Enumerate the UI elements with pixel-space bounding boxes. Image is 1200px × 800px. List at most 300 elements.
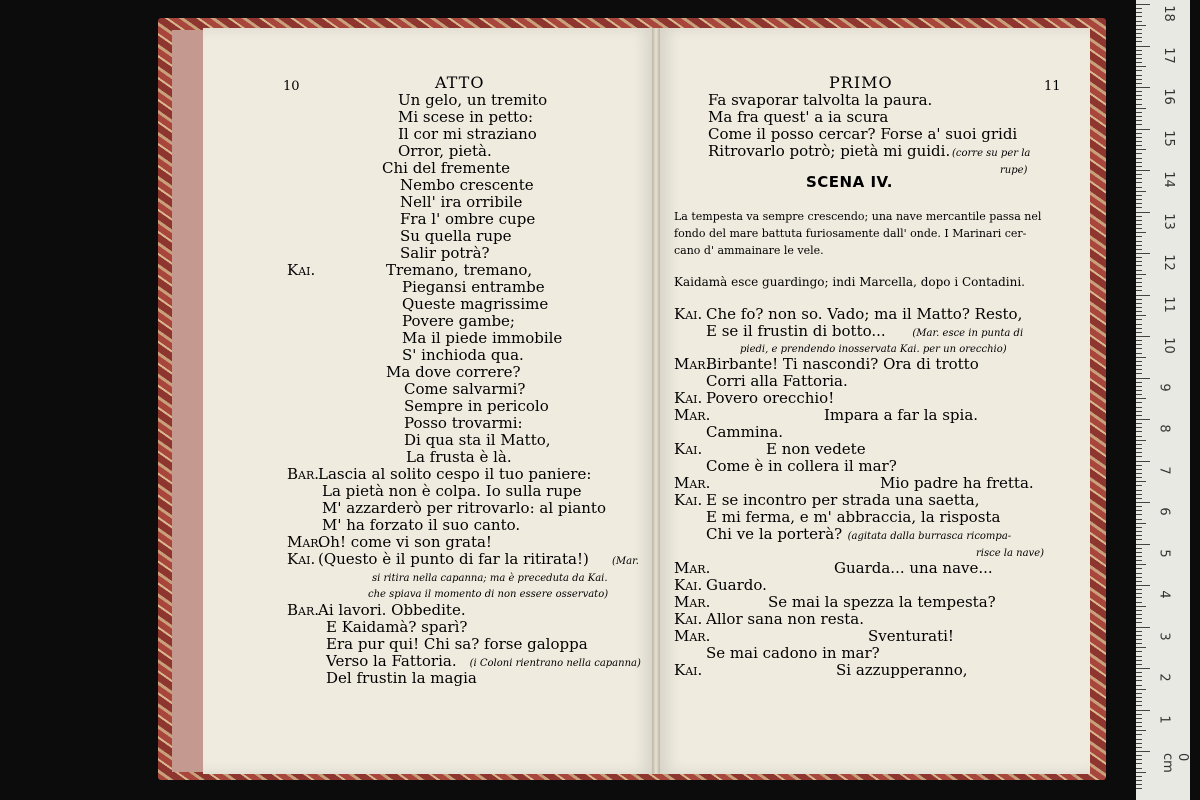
- speaker-label: Mar.: [287, 533, 324, 551]
- ruler-tick: [1136, 452, 1142, 453]
- ruler-label: 4: [1156, 590, 1172, 599]
- ruler-tick: [1136, 531, 1142, 532]
- ruler-tick: [1136, 618, 1142, 619]
- ruler-tick: [1136, 236, 1142, 237]
- ruler-tick: [1136, 311, 1142, 312]
- ruler-tick: [1136, 324, 1142, 325]
- ruler-tick: [1136, 622, 1142, 623]
- ruler-tick: [1136, 195, 1142, 196]
- ruler-label: 2: [1156, 673, 1172, 682]
- ruler-tick: [1136, 224, 1142, 225]
- ruler-tick: [1136, 182, 1142, 183]
- ruler-tick: [1136, 361, 1142, 362]
- ruler-tick: [1136, 124, 1142, 125]
- ruler-tick: [1136, 290, 1142, 291]
- verse-line: E mi ferma, e m' abbraccia, la risposta: [706, 508, 1001, 526]
- ruler-tick: [1136, 83, 1142, 84]
- page-number: 11: [1044, 79, 1061, 94]
- ruler-tick: [1136, 245, 1142, 246]
- ruler-tick: [1136, 577, 1142, 578]
- ruler-tick: [1136, 763, 1142, 764]
- ruler-tick: [1136, 141, 1142, 142]
- ruler-tick: [1136, 402, 1142, 403]
- ruler-tick: [1136, 556, 1142, 557]
- verse-line: Ai lavori. Obbedite.: [318, 601, 466, 619]
- ruler-tick: [1136, 676, 1142, 677]
- ruler-tick: [1136, 112, 1142, 113]
- verse-line: M' azzarderò per ritrovarlo: al pianto: [322, 499, 606, 517]
- ruler-tick: [1136, 411, 1142, 412]
- verse-line: E Kaidamà? sparì?: [326, 618, 468, 636]
- ruler-tick: [1136, 602, 1142, 603]
- ruler-tick: [1136, 253, 1150, 254]
- speaker-label: Kai.: [287, 550, 316, 568]
- ruler-tick: [1136, 664, 1142, 665]
- ruler-tick: [1136, 701, 1142, 702]
- ruler-tick: [1136, 4, 1150, 5]
- ruler-tick: [1136, 348, 1142, 349]
- ruler-label: 1: [1156, 714, 1172, 724]
- ruler-tick: [1136, 91, 1142, 92]
- verse-line: Chi del fremente: [382, 159, 511, 177]
- ruler-tick: [1136, 581, 1142, 582]
- ruler-tick: [1136, 768, 1142, 769]
- ruler-tick: [1136, 705, 1142, 706]
- ruler-label: 9: [1156, 382, 1172, 392]
- ruler-tick: [1136, 207, 1142, 208]
- verse-line: Come il posso cercar? Forse a' suoi gridi: [708, 125, 1018, 143]
- page-number: 10: [283, 79, 300, 94]
- verse-line: Sventurati!: [868, 627, 954, 645]
- ruler-tick: [1136, 153, 1142, 154]
- ruler-tick: [1136, 328, 1142, 329]
- ruler-tick: [1136, 228, 1142, 229]
- ruler-tick: [1136, 87, 1150, 88]
- ruler-tick: [1136, 129, 1150, 130]
- ruler-tick: [1136, 149, 1146, 150]
- verse-line: Lascia al solito cespo il tuo paniere:: [318, 465, 592, 483]
- ruler-tick: [1136, 344, 1142, 345]
- ruler-tick: [1136, 639, 1142, 640]
- verse-line: Mio padre ha fretta.: [880, 474, 1034, 492]
- ruler-tick: [1136, 79, 1142, 80]
- ruler-tick: [1136, 627, 1150, 628]
- ruler-tick: [1136, 656, 1142, 657]
- ruler-label: 3: [1156, 631, 1172, 641]
- ruler-tick: [1136, 332, 1142, 333]
- ruler-tick: [1136, 220, 1142, 221]
- verse-line: Oh! come vi son grata!: [318, 533, 492, 551]
- verse-line: Sempre in pericolo: [404, 397, 549, 415]
- ruler-tick: [1136, 610, 1142, 611]
- verse-line: Posso trovarmi:: [404, 414, 523, 432]
- stage-note: (i Coloni rientrano nella capanna): [469, 658, 641, 669]
- verse-line: Se mai la spezza la tempesta?: [768, 593, 996, 611]
- ruler-tick: [1136, 162, 1142, 163]
- ruler-tick: [1136, 353, 1142, 354]
- ruler-tick: [1136, 714, 1142, 715]
- ruler-tick: [1136, 249, 1142, 250]
- ruler-label: 13: [1160, 212, 1176, 230]
- ruler-tick: [1136, 784, 1142, 785]
- ruler-tick: [1136, 473, 1142, 474]
- scene-title: SCENA IV.: [806, 173, 893, 191]
- ruler-tick: [1136, 710, 1150, 711]
- ruler-tick: [1136, 390, 1142, 391]
- ruler-label: 11: [1160, 295, 1176, 313]
- ruler-tick: [1136, 423, 1142, 424]
- ruler-tick: [1136, 560, 1142, 561]
- ruler-tick: [1136, 510, 1142, 511]
- ruler-tick: [1136, 527, 1142, 528]
- speaker-label: Mar.: [674, 355, 711, 373]
- ruler-tick: [1136, 66, 1146, 67]
- speaker-label: Kai.: [674, 440, 703, 458]
- ruler-label: 5: [1156, 548, 1172, 558]
- ruler-label: 0 cm: [1160, 753, 1190, 773]
- verse-line: Su quella rupe: [400, 227, 512, 245]
- ruler-tick: [1136, 295, 1150, 296]
- ruler-tick: [1136, 270, 1142, 271]
- ruler-tick: [1136, 257, 1142, 258]
- ruler-tick: [1136, 436, 1142, 437]
- verse-line: Guardo.: [706, 576, 767, 594]
- ruler-label: 10: [1160, 337, 1176, 354]
- speaker-label: Mar.: [674, 593, 711, 611]
- speaker-label: Kai.: [674, 491, 703, 509]
- ruler-tick: [1136, 539, 1142, 540]
- speaker-label: Kai.: [674, 389, 703, 407]
- verse-line: Si azzupperanno,: [836, 661, 968, 679]
- verse-line: Un gelo, un tremito: [398, 91, 548, 109]
- verse-line: Ritrovarlo potrò; pietà mi guidi.: [708, 142, 951, 160]
- verse-line: Piegansi entrambe: [402, 278, 545, 296]
- ruler-tick: [1136, 75, 1142, 76]
- speaker-label: Mar.: [674, 559, 711, 577]
- stage-note: piedi, e prendendo inosservata Kai. per un orecchio): [740, 344, 1007, 355]
- verse-line: Il cor mi straziano: [398, 125, 537, 143]
- verse-line: Come è in collera il mar?: [706, 457, 897, 475]
- ruler-tick: [1136, 58, 1142, 59]
- ruler-tick: [1136, 357, 1146, 358]
- speaker-label: Kai.: [674, 576, 703, 594]
- ruler-label: 18: [1160, 5, 1176, 22]
- speaker-label: Mar.: [674, 627, 711, 645]
- verse-line: Fa svaporar talvolta la paura.: [708, 91, 933, 109]
- ruler-tick: [1136, 469, 1142, 470]
- ruler-tick: [1136, 158, 1142, 159]
- ruler-tick: [1136, 33, 1142, 34]
- verse-line: Ma dove correre?: [386, 363, 521, 381]
- running-head: ATTO: [435, 73, 485, 92]
- ruler-tick: [1136, 41, 1142, 42]
- stage-direction-line: La tempesta va sempre crescendo; una nave mercantile passa nel: [674, 210, 1042, 223]
- verse-line: Verso la Fattoria.: [326, 652, 457, 670]
- ruler-tick: [1136, 552, 1142, 553]
- verse-line: La frusta è là.: [406, 448, 512, 466]
- ruler-tick: [1136, 70, 1142, 71]
- ruler-tick: [1136, 365, 1142, 366]
- ruler-tick: [1136, 46, 1150, 47]
- ruler-tick: [1136, 519, 1142, 520]
- ruler-label: 8: [1156, 424, 1172, 433]
- ruler-tick: [1136, 647, 1146, 648]
- verse-line: Salir potrà?: [400, 244, 490, 262]
- speaker-label: Kai.: [674, 661, 703, 679]
- ruler-tick: [1136, 174, 1142, 175]
- ruler-label: 15: [1160, 129, 1176, 147]
- verse-line: S' inchioda qua.: [402, 346, 524, 364]
- entrance-line: Kaidamà esce guardingo; indi Marcella, dopo i Contadini.: [674, 275, 1025, 289]
- ruler-tick: [1136, 597, 1142, 598]
- ruler-tick: [1136, 440, 1146, 441]
- verse-line: (Questo è il punto di far la ritirata!): [318, 550, 589, 568]
- verse-line: Era pur qui! Chi sa? forse galoppa: [326, 635, 588, 653]
- verse-line: E se il frustin di botto...: [706, 322, 886, 340]
- ruler-tick: [1136, 739, 1142, 740]
- ruler-tick: [1136, 340, 1142, 341]
- ruler-tick: [1136, 21, 1142, 22]
- verse-line: Povere gambe;: [402, 312, 515, 330]
- ruler-tick: [1136, 166, 1142, 167]
- verse-line: Cammina.: [706, 423, 784, 441]
- stage-note: (agitata dalla burrasca ricompa-: [847, 531, 1012, 542]
- ruler-label: 6: [1156, 507, 1172, 516]
- verse-line: Allor sana non resta.: [706, 610, 865, 628]
- ruler-tick: [1136, 108, 1146, 109]
- verse-line: Di qua sta il Matto,: [404, 431, 551, 449]
- ruler-tick: [1136, 651, 1142, 652]
- ruler-tick: [1136, 407, 1142, 408]
- ruler-tick: [1136, 514, 1142, 515]
- stage-direction-line: cano d' ammainare le vele.: [674, 244, 824, 257]
- speaker-label: Kai.: [287, 261, 316, 279]
- ruler-tick: [1136, 319, 1142, 320]
- ruler-tick: [1136, 373, 1142, 374]
- ruler-tick: [1136, 680, 1142, 681]
- ruler-tick: [1136, 548, 1142, 549]
- ruler-tick: [1136, 199, 1142, 200]
- ruler-tick: [1136, 485, 1142, 486]
- ruler-tick: [1136, 544, 1150, 545]
- ruler-tick: [1136, 187, 1142, 188]
- ruler-tick: [1136, 62, 1142, 63]
- ruler-tick: [1136, 660, 1142, 661]
- ruler-tick: [1136, 419, 1150, 420]
- verse-line: Birbante! Ti nascondi? Ora di trotto: [706, 355, 979, 373]
- ruler-tick: [1136, 16, 1142, 17]
- ruler-tick: [1136, 116, 1142, 117]
- verse-line: Ma fra quest' a ia scura: [708, 108, 889, 126]
- ruler-label: 7: [1156, 465, 1172, 475]
- ruler-tick: [1136, 693, 1142, 694]
- verse-line: Guarda... una nave...: [834, 559, 993, 577]
- verse-line: M' ha forzato il suo canto.: [322, 516, 521, 534]
- ruler-tick: [1136, 697, 1142, 698]
- stage-note: risce la nave): [976, 548, 1045, 559]
- ruler-tick: [1136, 415, 1142, 416]
- ruler-tick: [1136, 523, 1146, 524]
- ruler-tick: [1136, 726, 1142, 727]
- verse-line: Fra l' ombre cupe: [400, 210, 536, 228]
- verse-line: E se incontro per strada una saetta,: [706, 491, 980, 509]
- ruler-tick: [1136, 535, 1142, 536]
- ruler-tick: [1136, 498, 1142, 499]
- ruler-tick: [1136, 780, 1142, 781]
- ruler-tick: [1136, 431, 1142, 432]
- ruler-tick: [1136, 398, 1146, 399]
- ruler-tick: [1136, 734, 1142, 735]
- ruler-tick: [1136, 668, 1150, 669]
- ruler-tick: [1136, 265, 1142, 266]
- ruler-tick: [1136, 303, 1142, 304]
- ruler-tick: [1136, 631, 1142, 632]
- ruler-tick: [1136, 232, 1146, 233]
- ruler-tick: [1136, 490, 1142, 491]
- verse-line: Nembo crescente: [400, 176, 534, 194]
- ruler-tick: [1136, 29, 1142, 30]
- ruler-label: 14: [1160, 171, 1176, 188]
- ruler-tick: [1136, 274, 1146, 275]
- ruler-tick: [1136, 95, 1142, 96]
- verse-line: Impara a far la spia.: [824, 406, 979, 424]
- stage-note: (corre su per la: [952, 148, 1031, 159]
- ruler-tick: [1136, 212, 1150, 213]
- ruler-tick: [1136, 643, 1142, 644]
- ruler-tick: [1136, 747, 1142, 748]
- speaker-label: Bar.: [287, 465, 320, 483]
- verse-line: Del frustin la magia: [326, 669, 477, 687]
- ruler-tick: [1136, 568, 1142, 569]
- speaker-label: Kai.: [674, 610, 703, 628]
- ruler-tick: [1136, 564, 1146, 565]
- verse-line: Nell' ira orribile: [400, 193, 523, 211]
- verse-line: Che fo? non so. Vado; ma il Matto? Resto,: [706, 305, 1023, 323]
- ruler-tick: [1136, 133, 1142, 134]
- stage-note: che spiava il momento di non essere osservato): [368, 589, 609, 600]
- verse-line: Chi ve la porterà?: [706, 525, 843, 543]
- ruler-label: 17: [1160, 46, 1176, 64]
- verse-line: Povero orecchio!: [706, 389, 835, 407]
- ruler-tick: [1136, 394, 1142, 395]
- speaker-label: Mar.: [674, 474, 711, 492]
- verse-line: Tremano, tremano,: [386, 261, 533, 279]
- ruler-tick: [1136, 635, 1142, 636]
- ruler-tick: [1136, 178, 1142, 179]
- ruler-tick: [1136, 307, 1142, 308]
- ruler-tick: [1136, 456, 1142, 457]
- ruler-tick: [1136, 50, 1142, 51]
- stage-note: (Mar.: [612, 556, 639, 567]
- ruler-tick: [1136, 286, 1142, 287]
- ruler-tick: [1136, 382, 1142, 383]
- ruler-tick: [1136, 104, 1142, 105]
- ruler-tick: [1136, 315, 1146, 316]
- ruler-tick: [1136, 755, 1142, 756]
- speaker-label: Kai.: [674, 305, 703, 323]
- ruler-label: 16: [1160, 88, 1176, 105]
- ruler-tick: [1136, 12, 1142, 13]
- ruler-tick: [1136, 494, 1142, 495]
- ruler-tick: [1136, 776, 1142, 777]
- speaker-label: Mar.: [674, 406, 711, 424]
- verse-line: Ma il piede immobile: [402, 329, 563, 347]
- ruler-tick: [1136, 170, 1150, 171]
- ruler-tick: [1136, 120, 1142, 121]
- ruler-tick: [1136, 743, 1142, 744]
- verse-line: Corri alla Fattoria.: [706, 372, 848, 390]
- ruler-tick: [1136, 299, 1142, 300]
- ruler-tick: [1136, 477, 1142, 478]
- ruler-tick: [1136, 448, 1142, 449]
- verse-line: Queste magrissime: [402, 295, 549, 313]
- ruler-tick: [1136, 672, 1142, 673]
- verse-line: Come salvarmi?: [404, 380, 526, 398]
- ruler-tick: [1136, 378, 1150, 379]
- ruler-tick: [1136, 37, 1142, 38]
- ruler-tick: [1136, 216, 1142, 217]
- ruler-tick: [1136, 788, 1142, 789]
- verse-line: La pietà non è colpa. Io sulla rupe: [322, 482, 582, 500]
- ruler-tick: [1136, 772, 1146, 773]
- ruler-tick: [1136, 369, 1142, 370]
- verse-line: Mi scese in petto:: [398, 108, 534, 126]
- ruler-tick: [1136, 718, 1142, 719]
- ruler-tick: [1136, 606, 1146, 607]
- ruler-label: 12: [1160, 254, 1176, 271]
- ruler-tick: [1136, 506, 1142, 507]
- ruler-tick: [1136, 203, 1142, 204]
- verse-line: Se mai cadono in mar?: [706, 644, 880, 662]
- verse-line: Orror, pietà.: [398, 142, 492, 160]
- speaker-label: Bar.: [287, 601, 320, 619]
- ruler-tick: [1136, 585, 1150, 586]
- ruler-tick: [1136, 336, 1150, 337]
- ruler-tick: [1136, 261, 1142, 262]
- ruler-tick: [1136, 8, 1142, 9]
- ruler-tick: [1136, 191, 1146, 192]
- stage-note: (Mar. esce in punta di: [912, 328, 1024, 339]
- ruler-tick: [1136, 689, 1146, 690]
- measuring-ruler: [1136, 0, 1190, 800]
- ruler-tick: [1136, 25, 1146, 26]
- ruler-tick: [1136, 282, 1142, 283]
- ruler-tick: [1136, 502, 1150, 503]
- ruler-tick: [1136, 589, 1142, 590]
- ruler-tick: [1136, 241, 1142, 242]
- ruler-tick: [1136, 614, 1142, 615]
- stage-note: rupe): [1000, 165, 1028, 176]
- ruler-tick: [1136, 751, 1150, 752]
- ruler-tick: [1136, 386, 1142, 387]
- ruler-tick: [1136, 137, 1142, 138]
- ruler-tick: [1136, 99, 1142, 100]
- book-gutter: [652, 28, 660, 774]
- ruler-tick: [1136, 145, 1142, 146]
- ruler-tick: [1136, 465, 1142, 466]
- ruler-tick: [1136, 427, 1142, 428]
- ruler-tick: [1136, 593, 1142, 594]
- verse-line: E non vedete: [766, 440, 866, 458]
- ruler-tick: [1136, 481, 1146, 482]
- ruler-tick: [1136, 685, 1142, 686]
- ruler-tick: [1136, 573, 1142, 574]
- ruler-tick: [1136, 444, 1142, 445]
- stage-direction-line: fondo del mare battuta furiosamente dall' onde. I Marinari cer-: [674, 227, 1027, 240]
- ruler-tick: [1136, 722, 1142, 723]
- running-head: PRIMO: [829, 73, 893, 92]
- stage-note: si ritira nella capanna; ma è preceduta da Kai.: [372, 573, 608, 584]
